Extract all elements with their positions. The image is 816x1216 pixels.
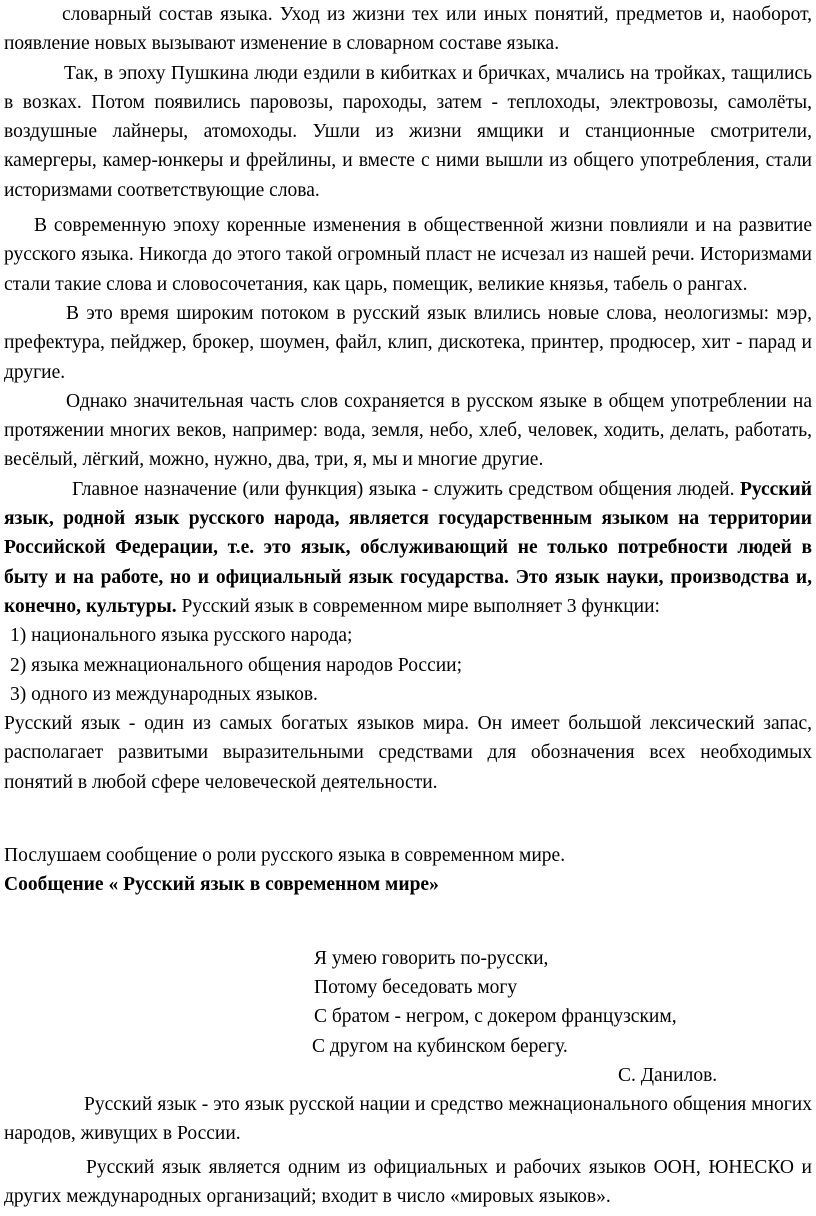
- poem-line: Я умею говорить по-русски,: [314, 947, 549, 969]
- paragraph-pushkin-era: Так, в эпоху Пушкина люди ездили в кибитках и бричках, мчались на тройках, тащились в возках. Потом появились паровозы, пароходы, затем - теплоходы, электровозы, самолёты, воздушные лайнеры, атомоходы. Ушли из жизни ямщики и станционные смотрители, камергеры, камер-юнкеры и фрейлины, и вместе с ними вышли из общего употребления, стали историзмами соответствующие слова.: [4, 62, 812, 201]
- function-item-1: 1) национального языка русского народа;: [10, 625, 353, 647]
- poem: [4, 944, 812, 1090]
- document-page: [4, 0, 812, 1211]
- spacer: [4, 900, 812, 944]
- poem-line: С другом на кубинском берегу.: [312, 1035, 568, 1057]
- state-language-bold-text: Русский язык, родной язык русского народа, является государственным языком на территории Российской Федерации, т.е. это язык, обслуживающий не только потребности людей в быту и на работе, но и официальный язык государства. Это язык науки, производства и, конечно, культуры.: [4, 478, 813, 617]
- poem-author: С. Данилов.: [618, 1064, 718, 1086]
- paragraph-un-unesco: Русский язык является одним из официальных и рабочих языков ООН, ЮНЕСКО и других международных организаций; входит в число «мировых языков».: [4, 1156, 812, 1207]
- paragraph-preserved-words: Однако значительная часть слов сохраняется в русском языке в общем употреблении на протяжении многих веков, например: вода, земля, небо, хлеб, человек, ходить, делать, работать, весёлый, лёгкий, можно, нужно, два, три, я, мы и многие другие.: [4, 390, 812, 471]
- paragraph-modern-era: В современную эпоху коренные изменения в общественной жизни повлияли и на развитие русского языка. Никогда до этого такой огромный пласт не исчезал из нашей речи. Историзмами стали такие слова и словосочетания, как царь, помещик, великие князья, табель о рангах.: [4, 215, 812, 295]
- paragraph-neologisms: В это время широким потоком в русский язык влились новые слова, неологизмы: мэр, префектура, пейджер, брокер, шоумен, файл, клип, дискотека, принтер, продюсер, хит - парад и другие.: [4, 302, 812, 383]
- function-intro-text: Главное назначение (или функция) языка - служить средством общения людей.: [72, 478, 735, 500]
- function-item-3: 3) одного из международных языков.: [10, 683, 318, 705]
- listen-message-line: Послушаем сообщение о роли русского языка в современном мире.: [4, 845, 566, 867]
- paragraph-rich-language: Русский язык - один из самых богатых языков мира. Он имеет большой лексический запас, располагает развитыми выразительными средствами для обозначения всех необходимых понятий в любой сфере человеческой деятельности.: [4, 713, 812, 793]
- paragraph-russian-nation: Русский язык - это язык русской нации и средство межнационального общения многих народов, живущих в России.: [4, 1094, 812, 1145]
- message-title: Сообщение « Русский язык в современном мире»: [4, 874, 439, 896]
- three-functions-text: Русский язык в современном мире выполняет 3 функции:: [181, 595, 660, 617]
- paragraph-intro-continuation: словарный состав языка. Уход из жизни тех или иных понятий, предметов и, наоборот, появление новых вызывают изменение в словарном составе языка.: [4, 4, 812, 55]
- poem-line: Потому беседовать могу: [314, 976, 518, 998]
- paragraph-language-function: [4, 475, 812, 621]
- poem-line: С братом - негром, с докером французским,: [314, 1006, 677, 1028]
- function-item-2: 2) языка межнационального общения народов России;: [10, 654, 463, 676]
- spacer: [4, 797, 812, 841]
